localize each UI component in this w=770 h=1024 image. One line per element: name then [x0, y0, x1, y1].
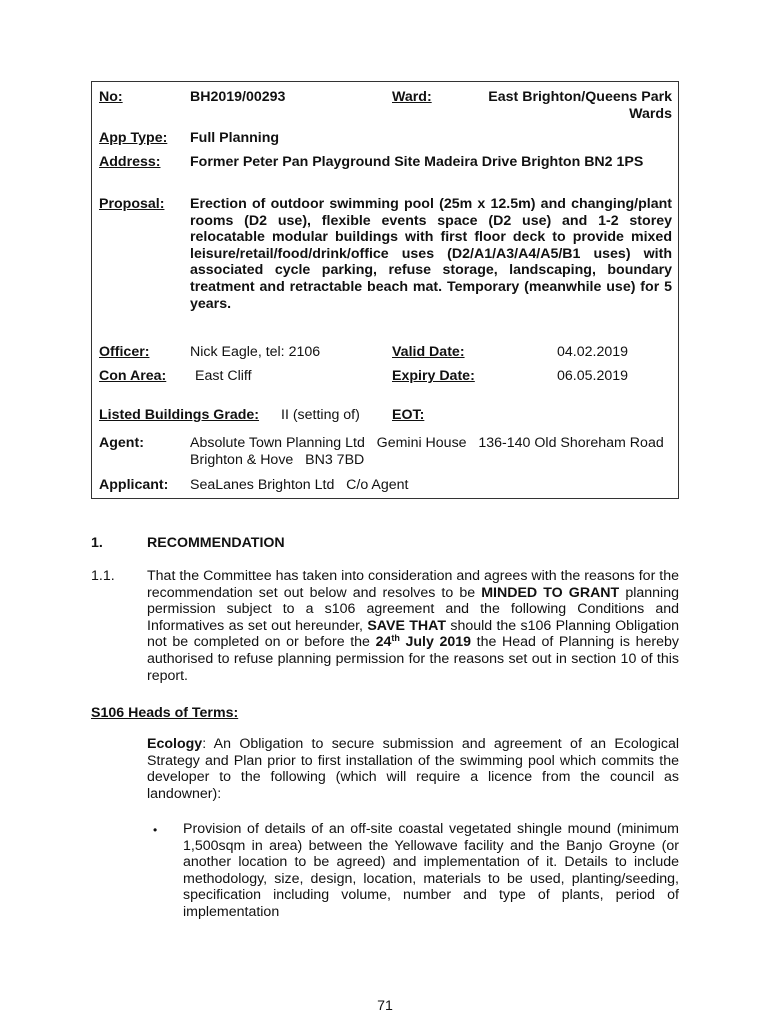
proposal-value: Erection of outdoor swimming pool (25m x 12.5m) and changing/plant rooms (D2 use), flexible events space (D2 use) and 1-2 storey relocatable modular buildings with first floor deck to provide mixed leisure/retail/food/drink/office uses (D2/A1/A3/A4/A5/B1 uses) with associated cycle parking, refuse storage, landscaping, boundary treatment and retractable beach mat. Temporary (meanwhile use) for 5 years.: [190, 196, 672, 312]
eot-label: EOT:: [392, 407, 425, 423]
agent-label: Agent:: [99, 435, 144, 451]
ecology-paragraph: Ecology: An Obligation to secure submission and agreement of an Ecological Strategy and Plan prior to first installation of the swimming pool which commits the developer to the following (which will require a licence from the council as landowner):: [147, 736, 679, 802]
deadline-day: 24th: [375, 633, 400, 651]
applicant-value: SeaLanes Brighton Ltd C/o Agent: [190, 477, 409, 493]
officer-label: Officer:: [99, 344, 150, 360]
officer-value: Nick Eagle, tel: 2106: [190, 344, 321, 360]
con-area-label: Con Area:: [99, 368, 167, 384]
ward-label: Ward:: [392, 89, 432, 105]
bullet-item: Provision of details of an off-site coastal vegetated shingle mound (minimum 1,500sqm in area) between the Yellowave facility and the Banjo Groyne (or another location to be agreed) and implementation of it. Details to include methodology, size, design, location, materials to be used, planting/seeding, specification including volume, number and type of plants, period of implementation: [183, 821, 679, 920]
listed-buildings-value: II (setting of): [281, 407, 360, 423]
valid-date-value: 04.02.2019: [557, 344, 629, 360]
address-label: Address:: [99, 154, 161, 170]
agent-value: Absolute Town Planning Ltd Gemini House 136-140 Old Shoreham Road Brighton & Hove BN3 7BD: [190, 435, 676, 468]
save-that: SAVE THAT: [367, 617, 447, 634]
ecology-label: Ecology: [147, 736, 203, 752]
no-label: No:: [99, 89, 123, 105]
section-title: RECOMMENDATION: [147, 535, 285, 551]
con-area-value: East Cliff: [195, 368, 252, 384]
proposal-label: Proposal:: [99, 196, 165, 212]
address-value: Former Peter Pan Playground Site Madeira Drive Brighton BN2 1PS: [190, 154, 644, 170]
app-type-value: Full Planning: [190, 130, 280, 146]
app-type-label: App Type:: [99, 130, 168, 146]
expiry-date-value: 06.05.2019: [557, 368, 629, 384]
listed-buildings-label: Listed Buildings Grade:: [99, 407, 260, 423]
minded-to-grant: MINDED TO GRANT: [481, 584, 620, 601]
s106-heading: S106 Heads of Terms:: [91, 705, 239, 721]
valid-date-label: Valid Date:: [392, 344, 465, 360]
ward-value: East Brighton/Queens Park Wards: [488, 89, 672, 122]
no-value: BH2019/00293: [190, 89, 286, 105]
paragraph-number: 1.1.: [91, 568, 115, 584]
applicant-label: Applicant:: [99, 477, 169, 493]
section-number: 1.: [91, 535, 103, 551]
deadline-month: July 2019: [405, 634, 472, 651]
bullet-point-icon: •: [153, 823, 158, 837]
page-number: 71: [377, 998, 393, 1014]
expiry-date-label: Expiry Date:: [392, 368, 475, 384]
recommendation-paragraph: That the Committee has taken into consideration and agrees with the reasons for the recommendation set out below and resolves to be MINDED TO GRANT planning permission subject to a s106 agreement and the following Conditions and Informatives as set out hereunder, SAVE THAT should the s106 Planning Obligation not be completed on or before the 24th July 2019 the Head of Planning is hereby authorised to refuse planning permission for the reasons set out in section 10 of this report.: [147, 568, 680, 684]
